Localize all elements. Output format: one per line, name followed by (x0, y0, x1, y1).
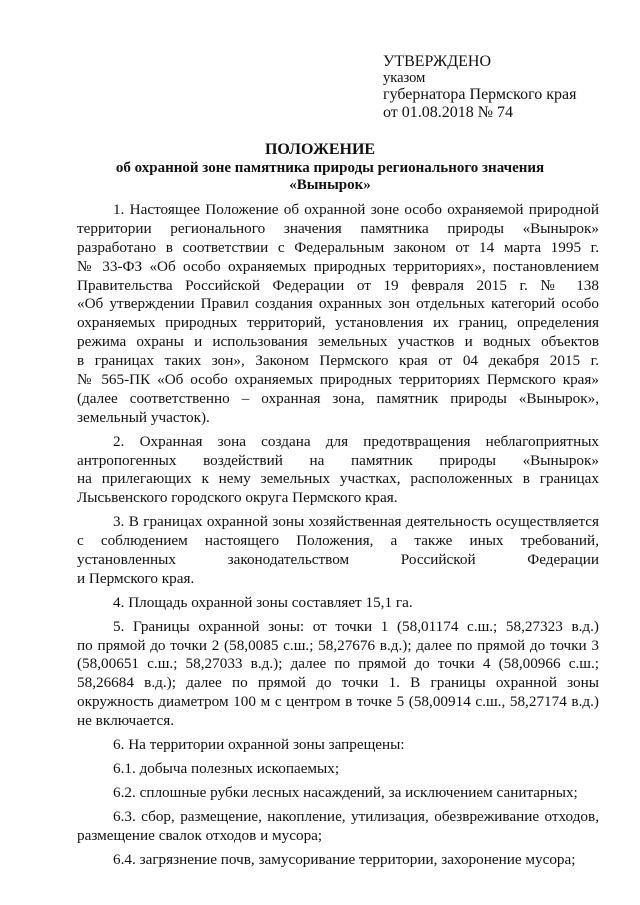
text-line: (далее соответственно – охранная зона, памятник природы «Вынырок», (77, 389, 599, 407)
text-line: Правительства Российской Федерации от 19 февраля 2015 г. № 138 (77, 276, 599, 294)
text-line: разработано в соответствии с Федеральным законом от 14 марта 1995 г. (77, 238, 599, 256)
text-line: 2. Охранная зона создана для предотвращения неблагоприятных (113, 432, 599, 450)
approval-heading: УТВЕРЖДЕНО (383, 53, 492, 70)
text-line: по прямой до точки 2 (58,0085 с.ш.; 58,27676 в.д.); далее по прямой до точки 3 (77, 636, 599, 654)
subtitle-line-2: «Вынырок» (289, 177, 371, 193)
document-body (77, 201, 599, 869)
text-line: № 565-ПК «Об особо охраняемых природных территориях Пермского края» (77, 371, 599, 389)
text-line: размещение свалок отходов и мусора; (77, 826, 323, 844)
text-line: окружность диаметром 100 м с центром в точке 5 (58,00914 с.ш., 58,27174 в.д.) (77, 693, 599, 711)
text-line: 4. Площадь охранной зоны составляет 15,1 га. (113, 593, 413, 611)
text-line: 6. На территории охранной зоны запрещены: (113, 736, 405, 754)
text-line: и Пермского края. (77, 569, 195, 587)
subtitle-line-1: об охранной зоне памятника природы регионального значения (115, 160, 545, 176)
document-title: ПОЛОЖЕНИЕ (264, 141, 376, 158)
approval-issuer: губернатора Пермского края (383, 86, 577, 103)
text-line: 6.4. загрязнение почв, замусоривание территории, захоронение мусора; (113, 850, 576, 868)
text-line: 1. Настоящее Положение об охранной зоне особо охраняемой природной (113, 201, 599, 218)
text-line: не включается. (77, 712, 175, 730)
text-line: 5. Границы охранной зоны: от точки 1 (58,01174 с.ш.; 58,27323 в.д.) (113, 617, 599, 635)
approval-date-number: от 01.08.2018 № 74 (383, 104, 514, 121)
document-subtitle (60, 160, 600, 194)
text-line: 58,26684 в.д.); далее по прямой до точки 1. В границы охранной зоны (77, 674, 599, 692)
text-line: 3. В границах охранной зоны хозяйственная деятельность осуществляется (113, 513, 599, 531)
text-line: антропогенных воздействий на памятник природы «Вынырок» (77, 451, 599, 469)
text-line: 6.1. добыча полезных ископаемых; (113, 759, 340, 777)
text-line: (58,00651 с.ш.; 58,27033 в.д.); далее по прямой до точки 4 (58,00966 с.ш.; (77, 655, 599, 673)
text-line: земельный участок). (77, 408, 210, 426)
text-line: «Об утверждении Правил создания охранных зон отдельных категорий особо (77, 295, 599, 313)
text-line: режима охраны и использования земельных участков и водных объектов (77, 333, 599, 351)
text-line: № 33-ФЗ «Об особо охраняемых природных территориях», постановлением (77, 257, 599, 275)
text-line: 6.2. сплошные рубки лесных насаждений, за исключением санитарных; (113, 783, 578, 801)
text-line: 6.3. сбор, размещение, накопление, утилизация, обезвреживание отходов, (113, 807, 599, 825)
text-line: в границах таких зон», Законом Пермского края от 04 декабря 2015 г. (77, 352, 599, 370)
text-line: охраняемых природных территорий, установления их границ, определения (77, 314, 599, 332)
text-line: на прилегающих к нему земельных участках, расположенных в границах (77, 470, 599, 488)
text-line: территории регионального значения памятника природы «Вынырок» (77, 219, 599, 237)
text-line: установленных законодательством Российской Федерации (77, 551, 599, 569)
text-line: с соблюдением настоящего Положения, а также иных требований, (77, 532, 599, 550)
approval-stamp (383, 53, 577, 122)
text-line: Лысьвенского городского округа Пермского края. (77, 489, 398, 507)
approval-decree: указом (383, 70, 426, 86)
